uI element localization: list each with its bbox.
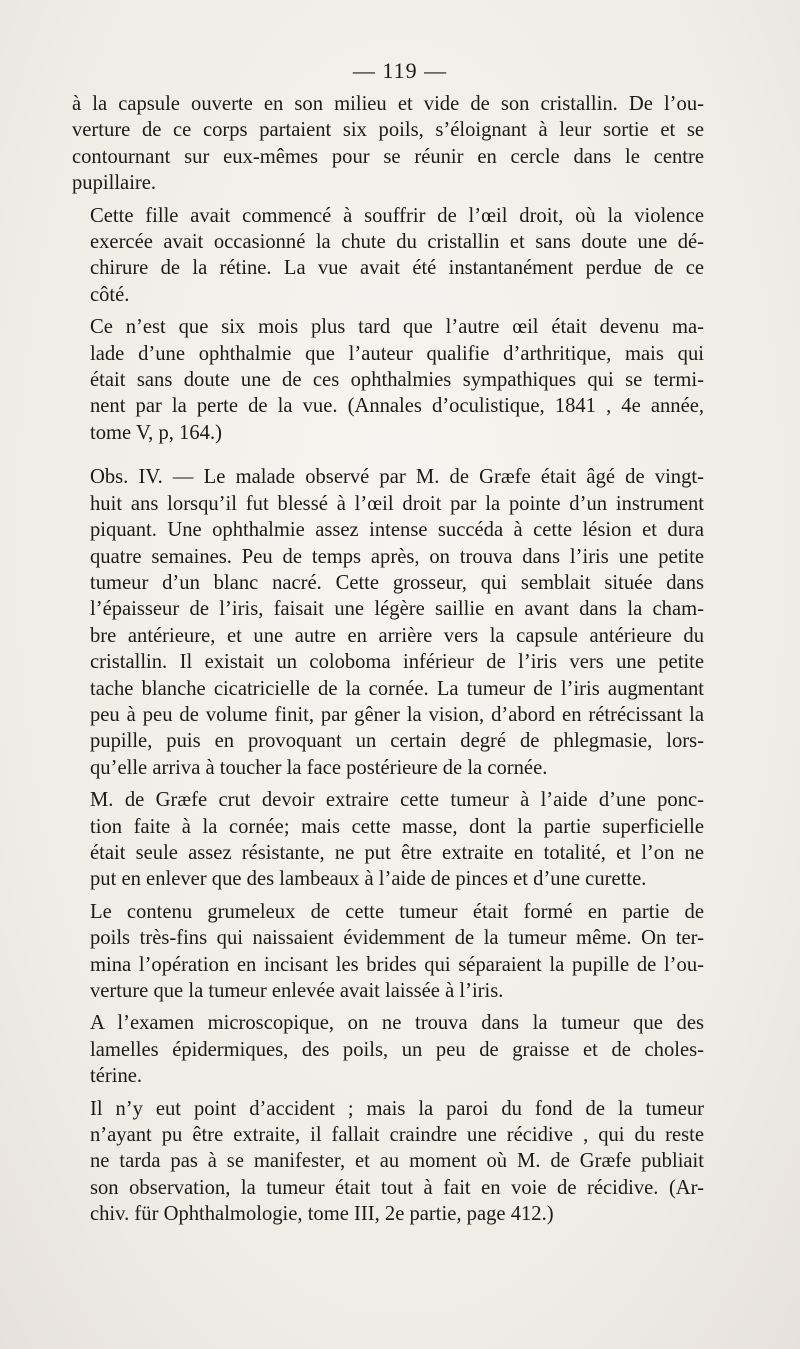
text-line: l’épaisseur de l’iris, faisait une légère saillie en avant dans la cham- xyxy=(90,598,704,621)
text-line: côté. xyxy=(90,283,130,306)
paragraph-observation-iv xyxy=(72,464,704,781)
text-line: quatre semaines. Peu de temps après, on trouva dans l’iris une petite xyxy=(90,545,704,568)
text-line: tion faite à la cornée; mais cette masse, dont la partie superficielle xyxy=(90,815,704,838)
text-line: peu à peu de volume finit, par gêner la vision, d’abord en rétrécissant la xyxy=(90,703,704,726)
text-line: qu’elle arriva à toucher la face postérieure de la cornée. xyxy=(90,756,548,779)
text-line: poils très-fins qui naissaient évidemment de la tumeur même. On ter- xyxy=(90,927,704,950)
text-line: mina l’opération en incisant les brides qui séparaient la pupille de l’ou- xyxy=(90,953,704,976)
text-line: lade d’une ophthalmie que l’auteur qualifie d’arthritique, mais qui xyxy=(90,342,704,365)
text-line: Il n’y eut point d’accident ; mais la paroi du fond de la tumeur xyxy=(90,1097,704,1120)
text-line: Le contenu grumeleux de cette tumeur était formé en partie de xyxy=(90,900,704,923)
text-line: bre antérieure, et une autre en arrière vers la capsule antérieure du xyxy=(90,624,704,647)
paragraph xyxy=(72,787,704,893)
text-line: exercée avait occasionné la chute du cristallin et sans doute une dé- xyxy=(90,231,704,254)
text-line: térine. xyxy=(90,1065,143,1088)
text-line: lamelles épidermiques, des poils, un peu de graisse et de choles- xyxy=(90,1038,704,1061)
body-text xyxy=(72,91,704,1228)
paragraph xyxy=(72,1096,704,1228)
text-line: chirure de la rétine. La vue avait été instantanément perdue de ce xyxy=(90,257,704,280)
paragraph xyxy=(72,899,704,1005)
text-line: son observation, la tumeur était tout à fait en voie de récidive. (Ar- xyxy=(90,1176,704,1199)
text-line: à la capsule ouverte en son milieu et vide de son cristallin. De l’ou- xyxy=(72,93,704,115)
text-line: put en enlever que des lambeaux à l’aide de pinces et d’une curette. xyxy=(90,868,647,891)
text-line: était seule assez résistante, ne put être extraite en totalité, et l’on ne xyxy=(90,841,704,864)
text-line: nent par la perte de la vue. (Annales d’oculistique, 1841 , 4e année, xyxy=(90,395,704,418)
text-line: tumeur d’un blanc nacré. Cette grosseur, qui semblait située dans xyxy=(90,571,704,594)
text-line: verture que la tumeur enlevée avait laissée à l’iris. xyxy=(90,980,504,1002)
text-line: était sans doute une de ces ophthalmies sympathiques qui se termi- xyxy=(90,369,704,392)
text-line: Ce n’est que six mois plus tard que l’autre œil était devenu ma- xyxy=(90,316,704,339)
paragraph xyxy=(72,91,704,197)
text-line: A l’examen microscopique, on ne trouva dans la tumeur que des xyxy=(90,1012,704,1035)
text-line: M. de Græfe crut devoir extraire cette tumeur à l’aide d’une ponc- xyxy=(90,789,704,812)
text-line: pupille, puis en provoquant un certain degré de phlegmasie, lors- xyxy=(90,730,704,753)
paragraph xyxy=(72,314,704,446)
text-line: Cette fille avait commencé à souffrir de l’œil droit, où la violence xyxy=(90,204,704,227)
text-line: cristallin. Il existait un coloboma inférieur de l’iris vers une petite xyxy=(90,651,704,674)
text-line: chiv. für Ophthalmologie, tome III, 2e partie, page 412.) xyxy=(90,1203,554,1226)
text-line: tome V, p, 164.) xyxy=(90,421,222,444)
text-line: huit ans lorsqu’il fut blessé à l’œil droit par la pointe d’un instrument xyxy=(90,492,704,515)
text-line: piquant. Une ophthalmie assez intense succéda à cette lésion et dura xyxy=(90,519,704,542)
text-line: ne tarda pas à se manifester, et au moment où M. de Græfe publiait xyxy=(90,1150,704,1173)
text-line: pupillaire. xyxy=(72,172,157,195)
text-line: tache blanche cicatricielle de la cornée. La tumeur de l’iris augmentant xyxy=(90,677,704,700)
text-line: n’ayant pu être extraite, il fallait craindre une récidive , qui du reste xyxy=(90,1124,704,1147)
text-line: Obs. IV. — Le malade observé par M. de Græfe était âgé de vingt- xyxy=(90,466,704,489)
paragraph xyxy=(72,1010,704,1089)
text-line: contournant sur eux-mêmes pour se réunir en cercle dans le centre xyxy=(72,145,704,168)
page-number: — 119 — xyxy=(352,58,448,83)
paragraph xyxy=(72,203,704,309)
text-line: verture de ce corps partaient six poils, s’éloignant à leur sortie et se xyxy=(72,119,704,142)
